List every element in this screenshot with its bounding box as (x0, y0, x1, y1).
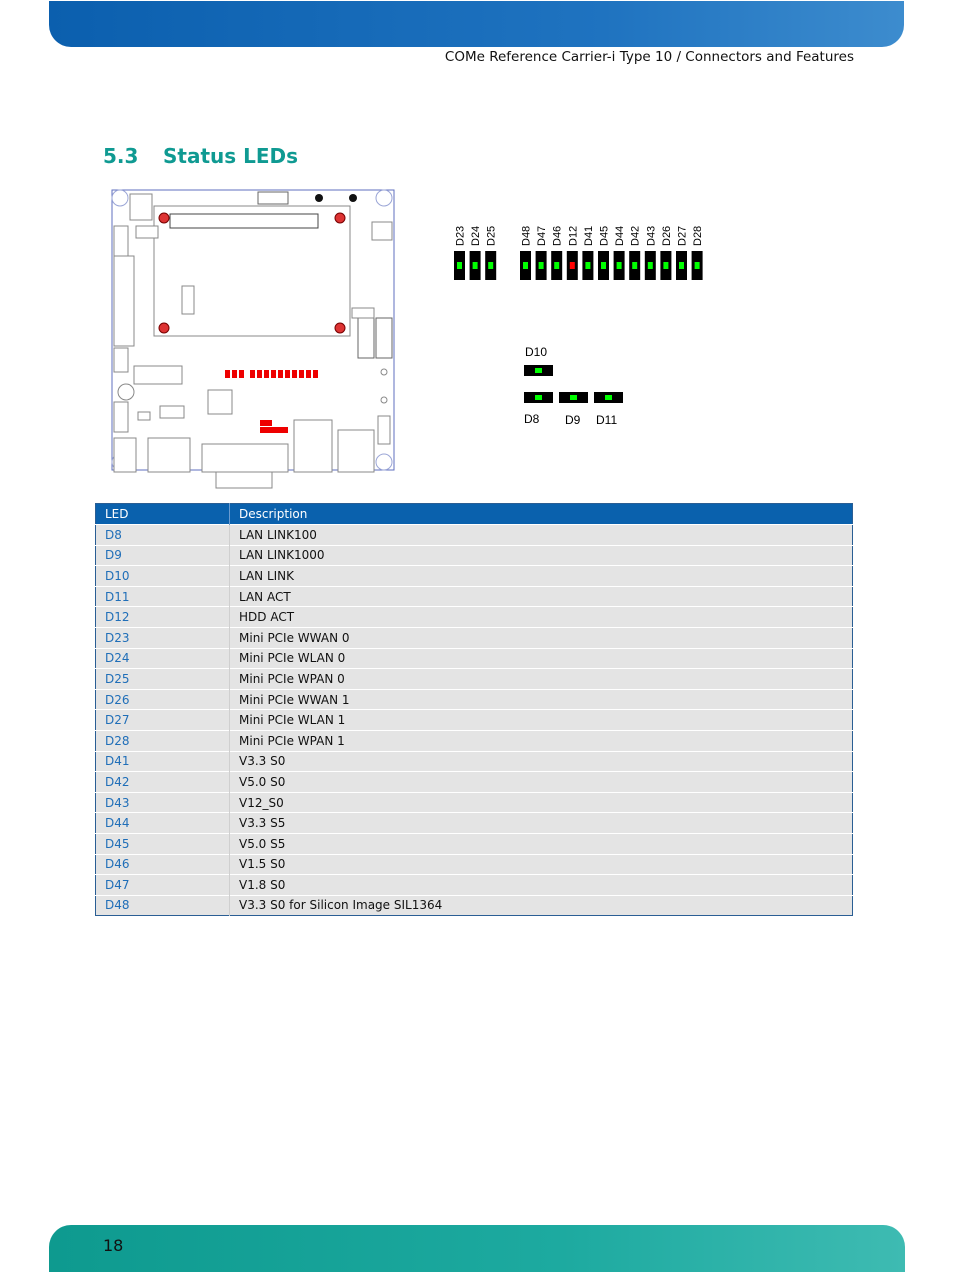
led-description-cell: LAN LINK100 (230, 525, 853, 546)
col-header-description: Description (230, 504, 853, 525)
led-description-cell: V1.8 S0 (230, 875, 853, 896)
led-label: D8 (524, 412, 540, 426)
led-light (488, 262, 493, 269)
led-light (632, 262, 637, 269)
table-row (96, 854, 853, 875)
led-label: D28 (692, 225, 705, 246)
led-id-cell: D44 (96, 813, 230, 834)
led-id-cell: D47 (96, 875, 230, 896)
table-row (96, 833, 853, 854)
led-description-cell: Mini PCIe WWAN 1 (230, 689, 853, 710)
led-description-cell: HDD ACT (230, 607, 853, 628)
led-id-cell: D26 (96, 689, 230, 710)
led-light (695, 262, 700, 269)
led-label: D43 (645, 225, 658, 246)
led-light (523, 262, 528, 269)
led-id-cell: D12 (96, 607, 230, 628)
led-description-cell: V3.3 S5 (230, 813, 853, 834)
led-label: D26 (660, 225, 673, 246)
led-label: D42 (629, 225, 642, 246)
table-row (96, 792, 853, 813)
led-id-cell: D43 (96, 792, 230, 813)
led-label: D47 (536, 225, 549, 246)
table-row (96, 545, 853, 566)
header-title: COMe Reference Carrier-i Type 10 / Connectors and Features (444, 49, 854, 65)
led-light (605, 395, 612, 400)
led-light (570, 262, 575, 269)
led-id-cell: D24 (96, 648, 230, 669)
led-label: D27 (676, 225, 689, 246)
table-row (96, 566, 853, 587)
led-label: D10 (525, 345, 548, 359)
led-label: D9 (565, 413, 581, 427)
led-label: D45 (598, 225, 611, 246)
section-number: 5.3 (103, 144, 139, 168)
led-light (539, 262, 544, 269)
led-id-cell: D45 (96, 833, 230, 854)
table-row (96, 710, 853, 731)
led-description-cell: Mini PCIe WWAN 0 (230, 627, 853, 648)
led-description-cell: Mini PCIe WPAN 1 (230, 730, 853, 751)
led-id-cell: D41 (96, 751, 230, 772)
led-description-cell: LAN LINK1000 (230, 545, 853, 566)
led-label: D11 (596, 413, 618, 427)
table-row (96, 627, 853, 648)
table-row (96, 895, 853, 916)
led-table (95, 503, 853, 916)
led-label: D25 (485, 225, 498, 246)
led-id-cell: D9 (96, 545, 230, 566)
table-row (96, 648, 853, 669)
led-light (679, 262, 684, 269)
led-id-cell: D11 (96, 586, 230, 607)
led-description-cell: V3.3 S0 (230, 751, 853, 772)
board-diagram (108, 186, 398, 490)
led-light (617, 262, 622, 269)
led-description-cell: Mini PCIe WPAN 0 (230, 669, 853, 690)
led-description-cell: V5.0 S0 (230, 772, 853, 793)
led-description-cell: LAN LINK (230, 566, 853, 587)
table-row (96, 607, 853, 628)
led-label: D48 (520, 225, 533, 246)
led-label: D41 (582, 225, 595, 246)
led-light (457, 262, 462, 269)
led-id-cell: D42 (96, 772, 230, 793)
led-light (473, 262, 478, 269)
led-id-cell: D10 (96, 566, 230, 587)
led-layout-diagram (444, 215, 714, 440)
table-row (96, 875, 853, 896)
footer-band (49, 1225, 905, 1272)
led-label: D46 (551, 225, 564, 246)
table-header-row (96, 504, 853, 525)
led-description-cell: V1.5 S0 (230, 854, 853, 875)
led-id-cell: D27 (96, 710, 230, 731)
led-description-cell: V3.3 S0 for Silicon Image SIL1364 (230, 895, 853, 916)
led-label: D24 (470, 225, 483, 246)
led-label: D23 (454, 225, 467, 246)
table-row (96, 772, 853, 793)
led-light (554, 262, 559, 269)
led-id-cell: D46 (96, 854, 230, 875)
led-light (570, 395, 577, 400)
led-description-cell: V12_S0 (230, 792, 853, 813)
section-title: Status LEDs (163, 144, 299, 168)
led-label: D44 (614, 225, 627, 246)
led-light (535, 395, 542, 400)
led-light (663, 262, 668, 269)
led-description-cell: Mini PCIe WLAN 1 (230, 710, 853, 731)
led-id-cell: D8 (96, 525, 230, 546)
table-row (96, 751, 853, 772)
led-id-cell: D28 (96, 730, 230, 751)
led-light (585, 262, 590, 269)
table-row (96, 730, 853, 751)
led-light (601, 262, 606, 269)
led-description-cell: Mini PCIe WLAN 0 (230, 648, 853, 669)
table-row (96, 689, 853, 710)
led-id-cell: D48 (96, 895, 230, 916)
table-row (96, 586, 853, 607)
led-label: D12 (567, 225, 580, 246)
led-light (648, 262, 653, 269)
led-description-cell: LAN ACT (230, 586, 853, 607)
table-row (96, 525, 853, 546)
led-id-cell: D23 (96, 627, 230, 648)
led-id-cell: D25 (96, 669, 230, 690)
led-light (535, 368, 542, 373)
header-band (49, 1, 904, 47)
page-number: 18 (103, 1236, 124, 1255)
table-row (96, 813, 853, 834)
col-header-led: LED (96, 504, 230, 525)
section-heading (103, 144, 298, 168)
led-description-cell: V5.0 S5 (230, 833, 853, 854)
table-row (96, 669, 853, 690)
